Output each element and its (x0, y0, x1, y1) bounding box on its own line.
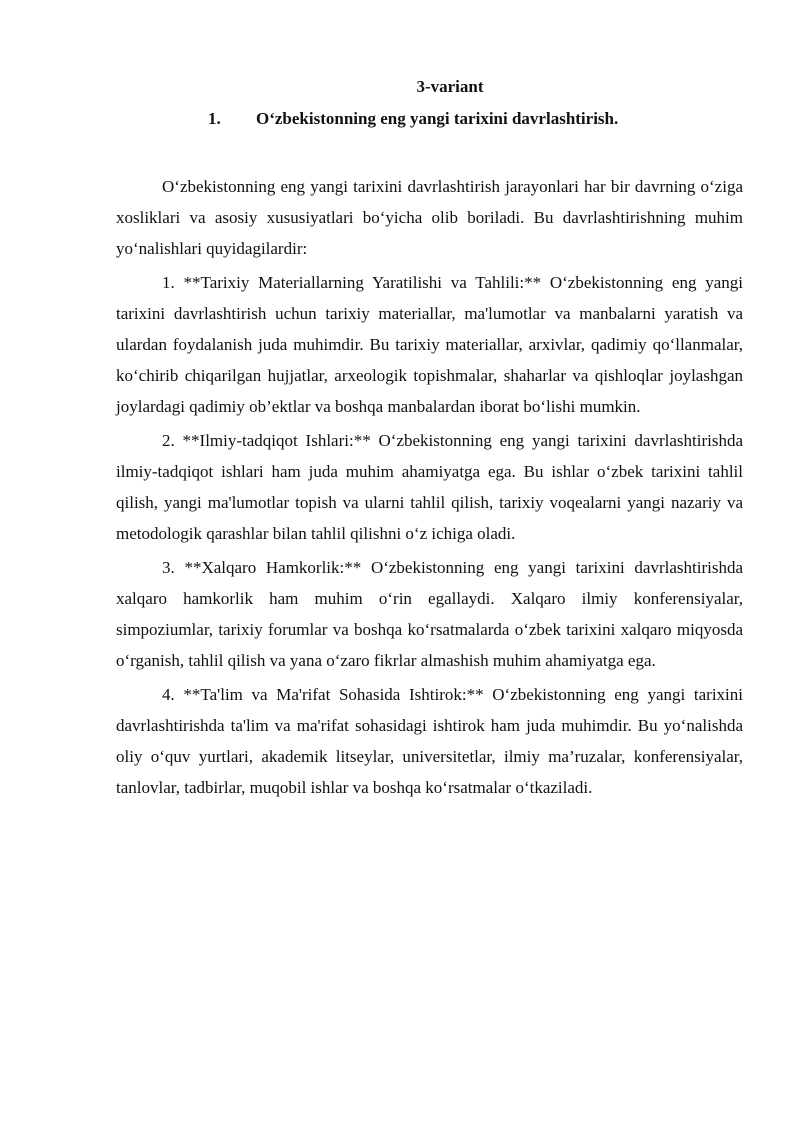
intro-paragraph: O‘zbekistonning eng yangi tarixini davrlashtirish jarayonlari har bir davrning o‘ziga xosliklari va asosiy xususiyatlari bo‘yicha olib boriladi. Bu davrlashtirishning muhim yo‘nalishlari quyidagilardir: (116, 177, 743, 258)
list-item-paragraph: 2. **Ilmiy-tadqiqot Ishlari:** O‘zbekistonning eng yangi tarixini davrlashtirishda ilmiy-tadqiqot ishlari ham juda muhim ahamiyatga ega. Bu ishlar o‘zbek tarixini tahlil qilish, yangi ma'lumotlar topish va ularni tahlil qilish, tarixiy voqealarni yangi nazariy va metodologik qarashlar bilan tahlil qilishni o‘z ichiga oladi. (116, 431, 743, 543)
document-body (116, 171, 743, 806)
section-heading (208, 109, 618, 129)
variant-title: 3-variant (416, 77, 484, 96)
list-item-paragraph: 3. **Xalqaro Hamkorlik:** O‘zbekistonning eng yangi tarixini davrlashtirishda xalqaro hamkorlik ham muhim o‘rin egallaydi. Xalqaro ilmiy konferensiyalar, simpoziumlar, tarixiy forumlar va boshqa ko‘rsatmalarda o‘zbek tarixini xalqaro miqyosda o‘rganish, tahlil qilish va yana o‘zaro fikrlar almashish muhim ahamiyatga ega. (116, 558, 743, 670)
list-item-paragraph: 4. **Ta'lim va Ma'rifat Sohasida Ishtirok:** O‘zbekistonning eng yangi tarixini davrlashtirishda ta'lim va ma'rifat sohasidagi ishtirok ham juda muhimdir. Bu yo‘nalishda oliy o‘quv yurtlari, akademik litseylar, universitetlar, ilmiy ma’ruzalar, konferensiyalar, tanlovlar, tadbirlar, muqobil ishlar va boshqa ko‘rsatmalar o‘tkaziladi. (116, 685, 743, 797)
section-title: O‘zbekistonning eng yangi tarixini davrlashtirish. (256, 109, 619, 128)
section-number: 1. (208, 109, 221, 128)
list-item-paragraph: 1. **Tarixiy Materiallarning Yaratilishi va Tahlili:** O‘zbekistonning eng yangi tarixini davrlashtirish uchun tarixiy materiallar, ma'lumotlar va manbalarni yaratish va ulardan foydalanish juda muhimdir. Bu tarixiy materiallar, arxivlar, qadimiy qo‘llanmalar, ko‘chirib chiqarilgan hujjatlar, arxeologik topishmalar, shaharlar va qishloqlar joylashgan joylardagi qadimiy ob’ektlar va boshqa manbalardan iborat bo‘lishi mumkin. (116, 273, 743, 416)
